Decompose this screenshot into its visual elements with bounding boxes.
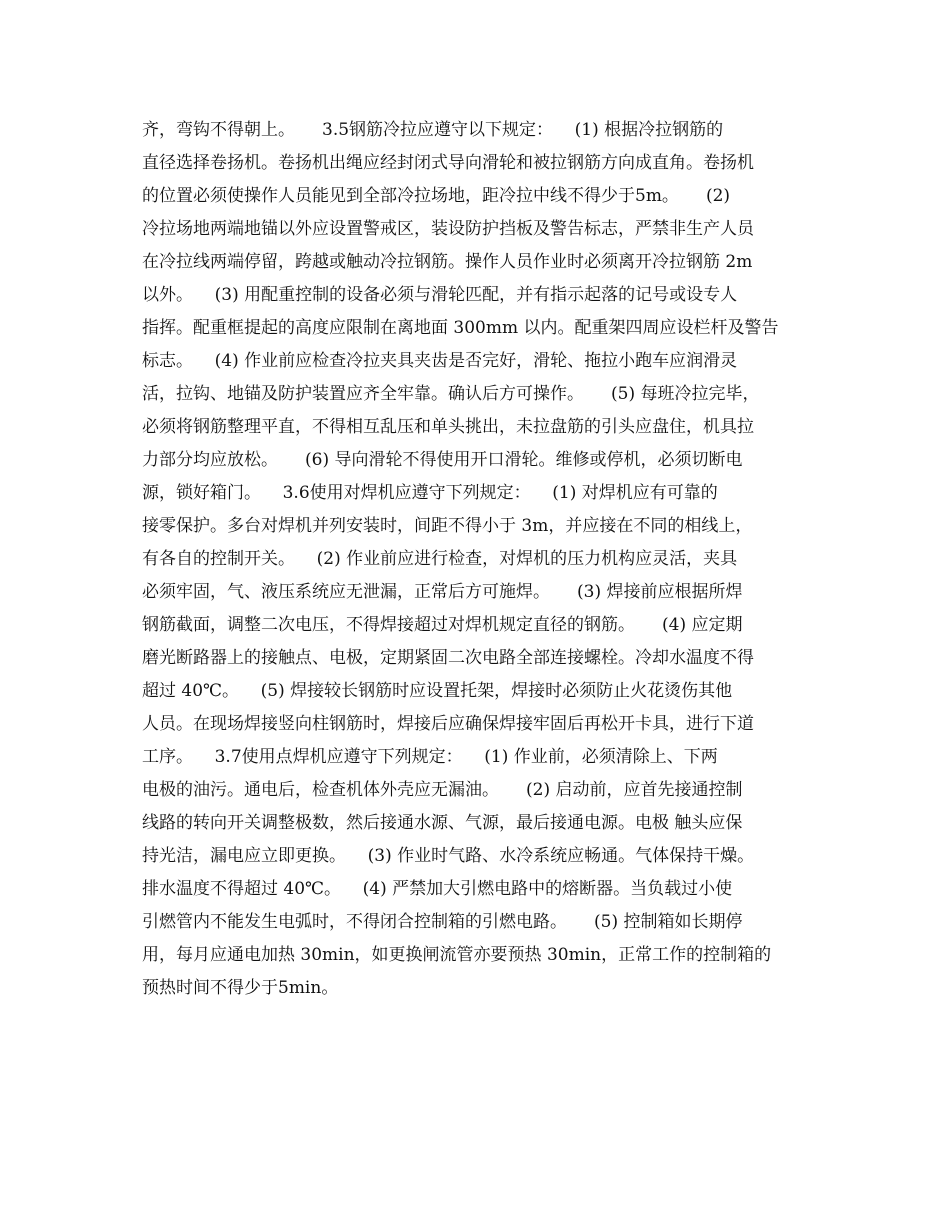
text-line: 必须牢固，气、液压系统应无泄漏，正常后方可施焊。 (3) 焊接前应根据所焊 — [142, 582, 743, 602]
text-line: 活，拉钩、地锚及防护装置应齐全牢靠。确认后方可操作。 (5) 每班冷拉完毕， — [142, 384, 760, 404]
text-line: 排水温度不得超过 40℃。 (4) 严禁加大引燃电路中的熔断器。当负载过小使 — [142, 879, 733, 899]
text-line: 指挥。配重框提起的高度应限制在离地面 300mm 以内。配重架四周应设栏杆及警告 — [142, 318, 779, 338]
text-line: 持光洁，漏电应立即更换。 (3) 作业时气路、水冷系统应畅通。气体保持干燥。 — [142, 846, 755, 866]
text-line: 在冷拉线两端停留，跨越或触动冷拉钢筋。操作人员作业时必须离开冷拉钢筋 2m — [142, 252, 753, 272]
text-line: 磨光断路器上的接触点、电极，定期紧固二次电路全部连接螺栓。冷却水温度不得 — [142, 648, 754, 668]
text-line: 以外。 (3) 用配重控制的设备必须与滑轮匹配，并有指示起落的记号或设专人 — [142, 285, 738, 305]
text-line: 引燃管内不能发生电弧时，不得闭合控制箱的引燃电路。 (5) 控制箱如长期停 — [142, 912, 743, 932]
text-line: 直径选择卷扬机。卷扬机出绳应经封闭式导向滑轮和被拉钢筋方向成直角。卷扬机 — [142, 153, 754, 173]
text-line: 有各自的控制开关。 (2) 作业前应进行检查，对焊机的压力机构应灵活，夹具 — [142, 549, 738, 569]
text-line: 冷拉场地两端地锚以外应设置警戒区，装设防护挡板及警告标志，严禁非生产人员 — [142, 219, 754, 239]
text-line: 电极的油污。通电后，检查机体外壳应无漏油。 (2) 启动前，应首先接通控制 — [142, 780, 743, 800]
text-line: 的位置必须使操作人员能见到全部冷拉场地，距冷拉中线不得少于5m。 (2) — [142, 186, 731, 206]
text-line: 用，每月应通电加热 30min，如更换闸流管亦要预热 30min，正常工作的控制箱的 — [142, 945, 772, 965]
text-line: 人员。在现场焊接竖向柱钢筋时，焊接后应确保焊接牢固后再松开卡具，进行下道 — [142, 714, 754, 734]
text-line: 钢筋截面，调整二次电压，不得焊接超过对焊机规定直径的钢筋。 (4) 应定期 — [142, 615, 743, 635]
text-line: 线路的转向开关调整极数，然后接通水源、气源，最后接通电源。电极 触头应保 — [142, 813, 743, 833]
text-line: 标志。 (4) 作业前应检查冷拉夹具夹齿是否完好，滑轮、拖拉小跑车应润滑灵 — [142, 351, 738, 371]
text-line: 接零保护。多台对焊机并列安装时，间距不得小于 3m，并应接在不同的相线上， — [142, 516, 753, 536]
text-line: 必须将钢筋整理平直，不得相互乱压和单头挑出，未拉盘筋的引头应盘住，机具拉 — [142, 417, 754, 437]
text-line: 工序。 3.7使用点焊机应遵守下列规定： (1) 作业前，必须清除上、下两 — [142, 747, 718, 767]
text-line: 超过 40℃。 (5) 焊接较长钢筋时应设置托架，焊接时必须防止火花烫伤其他 — [142, 681, 733, 701]
text-line: 力部分均应放松。 (6) 导向滑轮不得使用开口滑轮。维修或停机，必须切断电 — [142, 450, 743, 470]
text-line: 源，锁好箱门。 3.6使用对焊机应遵守下列规定： (1) 对焊机应有可靠的 — [142, 483, 718, 503]
body-text — [142, 114, 832, 1005]
text-line: 齐，弯钩不得朝上。 3.5钢筋冷拉应遵守以下规定： (1) 根据冷拉钢筋的 — [142, 120, 724, 140]
text-line: 预热时间不得少于5min。 — [142, 978, 339, 998]
